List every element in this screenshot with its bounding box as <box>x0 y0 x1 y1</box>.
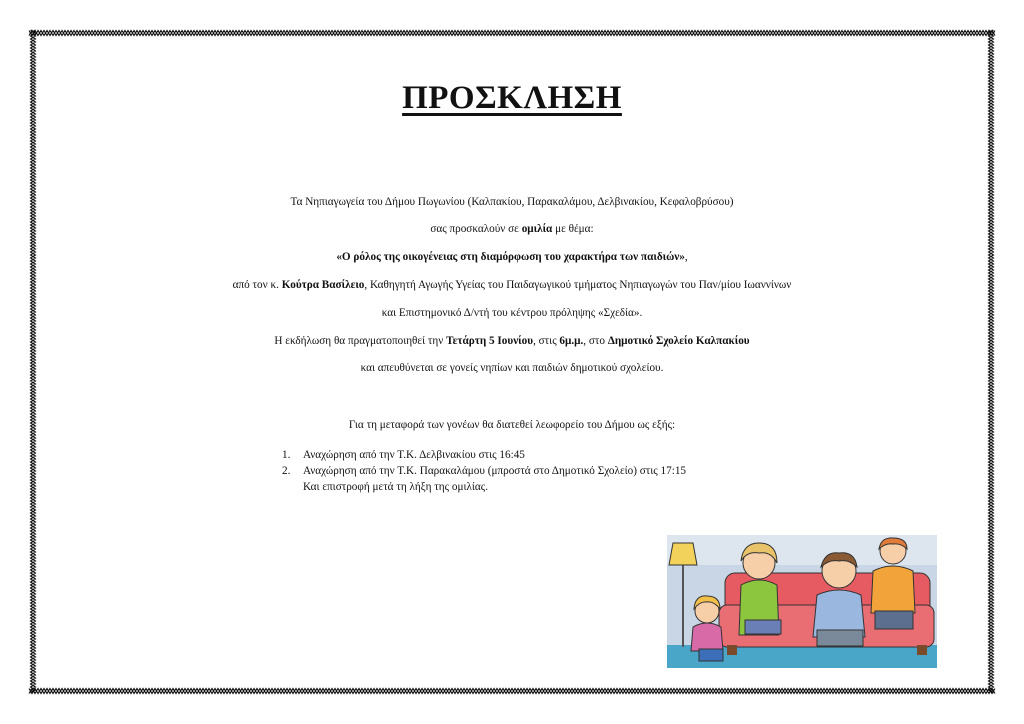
speaker-title: , Καθηγητή Αγωγής Υγείας του Παιδαγωγικού τμήματος Νηπιαγωγών του Παν/μίου Ιωαννίνων <box>364 279 792 291</box>
event-sep-1: , στις <box>533 335 560 347</box>
transport-list <box>282 447 686 495</box>
speaker-prefix: από τον κ. <box>232 279 282 291</box>
speaker-line <box>0 278 1024 292</box>
invitation-text-end: με θέμα: <box>552 223 594 235</box>
return-note: Και επιστροφή μετά τη λήξη της ομιλίας. <box>303 481 488 493</box>
speaker-role-line: και Επιστημονικό Δ/ντή του κέντρου πρόληψης «Σχεδία». <box>381 307 643 319</box>
event-date: Τετάρτη 5 Ιουνίου <box>446 335 534 347</box>
list-text: Αναχώρηση από την Τ.Κ. Παρακαλάμου (μπροστά στο Δημοτικό Σχολείο) στις 17:15 <box>303 465 687 477</box>
list-number: 1. <box>282 449 291 461</box>
talk-label: ομιλία <box>521 223 553 235</box>
event-prefix: Η εκδήλωση θα πραγματοποιηθεί την <box>274 335 447 347</box>
event-sep-2: , στο <box>583 335 608 347</box>
topic-line <box>0 250 1024 264</box>
list-item <box>282 463 686 479</box>
family-illustration <box>667 535 937 668</box>
invitation-text: σας προσκαλούν σε <box>430 223 522 235</box>
event-time: 6μ.μ. <box>559 335 584 347</box>
list-number: 2. <box>282 465 291 477</box>
intro-line: Τα Νηπιαγωγεία του Δήμου Πωγωνίου (Καλπακίου, Παρακαλάμου, Δελβινακίου, Κεφαλοβρύσου) <box>290 196 734 208</box>
talk-topic: «Ο ρόλος της οικογένειας στη διαμόρφωση του χαρακτήρα των παιδιών» <box>336 251 685 263</box>
invitation-line <box>0 222 1024 236</box>
transport-heading: Για τη μεταφορά των γονέων θα διατεθεί λεωφορείο του Δήμου ως εξής: <box>348 419 676 431</box>
event-place: Δημοτικό Σχολείο Καλπακίου <box>607 335 750 347</box>
speaker-name: Κούτρα Βασίλειο <box>281 279 365 291</box>
list-text: Αναχώρηση από την Τ.Κ. Δελβινακίου στις 16:45 <box>303 449 525 461</box>
event-line <box>0 334 1024 348</box>
topic-comma: , <box>684 251 688 263</box>
page-title: ΠΡΟΣΚΛΗΣΗ <box>402 80 622 116</box>
list-item <box>282 447 686 463</box>
audience-line: και απευθύνεται σε γονείς νηπίων και παιδιών δημοτικού σχολείου. <box>360 362 664 374</box>
